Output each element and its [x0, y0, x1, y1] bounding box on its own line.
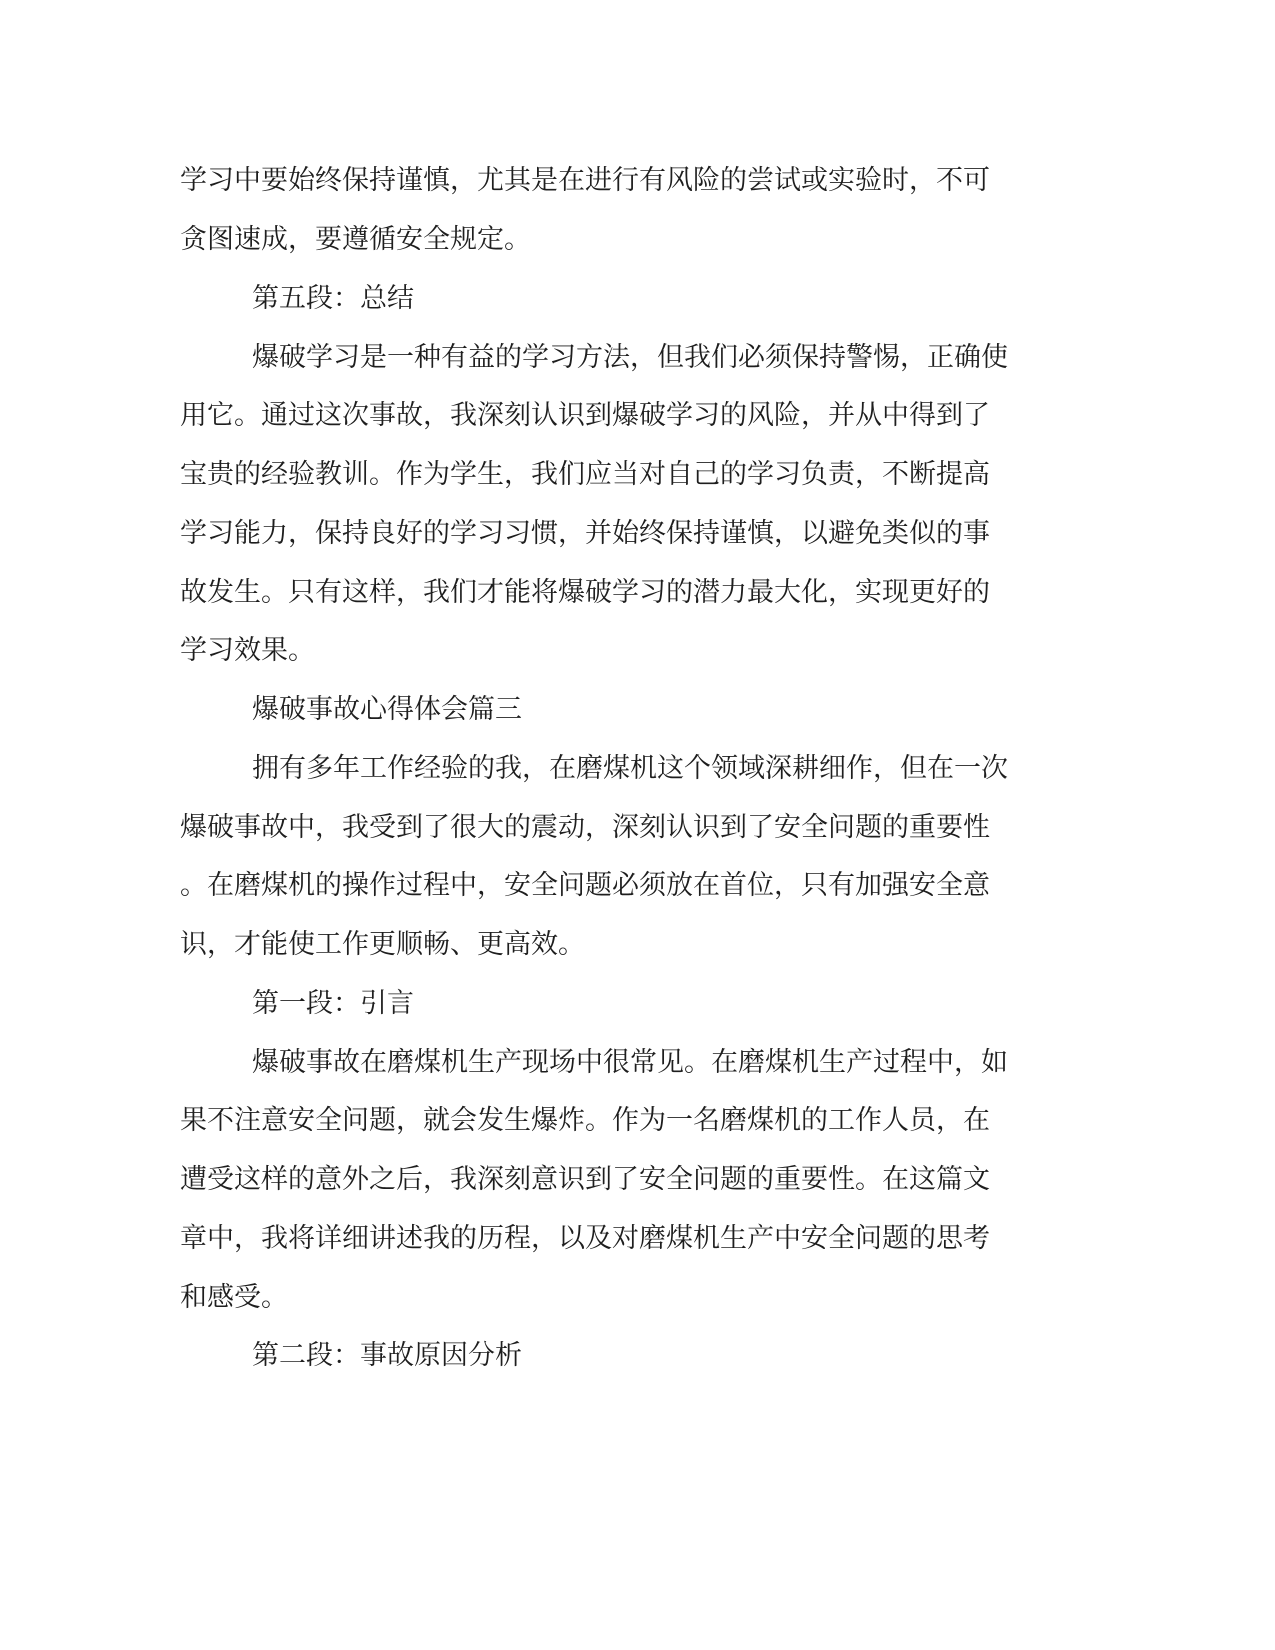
- section-heading: 第二段：事故原因分析: [252, 1340, 522, 1371]
- section-heading: 第五段：总结: [252, 283, 414, 314]
- text-line: 学习能力，保持良好的学习习惯，并始终保持谨慎，以避免类似的事: [180, 518, 990, 549]
- text-line: 学习中要始终保持谨慎，尤其是在进行有风险的尝试或实验时，不可: [180, 165, 990, 196]
- text-line: 爆破事故中，我受到了很大的震动，深刻认识到了安全问题的重要性: [180, 812, 990, 843]
- text-line: 故发生。只有这样，我们才能将爆破学习的潜力最大化，实现更好的: [180, 577, 990, 608]
- text-line: 识，才能使工作更顺畅、更高效。: [180, 929, 585, 960]
- section-heading: 第一段：引言: [252, 988, 414, 1019]
- text-line: 爆破学习是一种有益的学习方法，但我们必须保持警惕，正确使: [252, 342, 1008, 373]
- text-line: 拥有多年工作经验的我，在磨煤机这个领域深耕细作，但在一次: [252, 753, 1008, 784]
- text-line: 学习效果。: [180, 635, 315, 666]
- article-title: 爆破事故心得体会篇三: [252, 694, 522, 725]
- text-line: 和感受。: [180, 1282, 288, 1313]
- text-line: 用它。通过这次事故，我深刻认识到爆破学习的风险，并从中得到了: [180, 400, 990, 431]
- text-line: 遭受这样的意外之后，我深刻意识到了安全问题的重要性。在这篇文: [180, 1164, 990, 1195]
- text-line: 章中，我将详细讲述我的历程，以及对磨煤机生产中安全问题的思考: [180, 1223, 990, 1254]
- text-line: 。在磨煤机的操作过程中，安全问题必须放在首位，只有加强安全意: [180, 870, 990, 901]
- text-line: 宝贵的经验教训。作为学生，我们应当对自己的学习负责，不断提高: [180, 459, 990, 490]
- text-line: 爆破事故在磨煤机生产现场中很常见。在磨煤机生产过程中，如: [252, 1047, 1008, 1078]
- text-line: 贪图速成，要遵循安全规定。: [180, 224, 531, 255]
- text-line: 果不注意安全问题，就会发生爆炸。作为一名磨煤机的工作人员，在: [180, 1105, 990, 1136]
